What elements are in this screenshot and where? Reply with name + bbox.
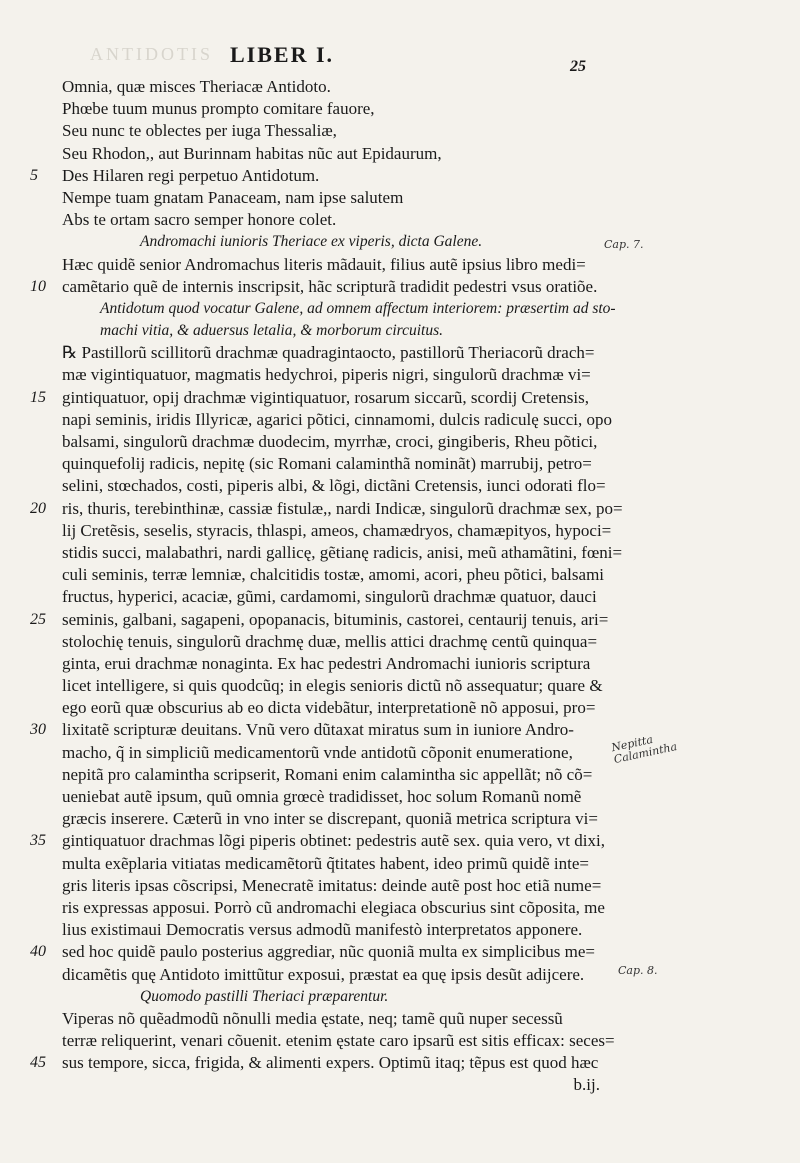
text-line bbox=[30, 231, 610, 253]
text-line bbox=[30, 675, 610, 697]
text-line bbox=[30, 364, 610, 386]
text-line bbox=[30, 919, 610, 941]
text-line bbox=[30, 298, 616, 320]
text-line bbox=[30, 453, 610, 475]
text-line bbox=[30, 941, 610, 963]
line-text: ueniebat autẽ ipsum, quũ omnia grœcè tradidisset, hoc solum Romanũ nomẽ bbox=[62, 787, 582, 806]
text-line bbox=[30, 120, 610, 142]
line-text: stolochię tenuis, singulorũ drachmę duæ, mellis attici drachmę centũ quinqua= bbox=[62, 631, 598, 651]
line-text: quinquefolij radicis, nepitę (sic Romani calaminthã nominãt) marrubij, petro= bbox=[62, 454, 592, 474]
line-text: Seu Rhodon,, aut Burinnam habitas nũc aut Epidaurum, bbox=[62, 143, 442, 163]
line-text: terræ reliquerint, venari cõuenit. etenim ęstate caro ipsarũ est sitis efficax: seces= bbox=[62, 1031, 615, 1051]
line-text: culi seminis, terræ lemniæ, chalcitidis tostæ, amomi, acori, pheu põtici, balsami bbox=[62, 565, 605, 585]
line-text: gintiquatuor, opij drachmæ vigintiquatuor, rosarum siccarũ, scordij Cretensis, bbox=[62, 387, 589, 407]
text-line bbox=[30, 431, 610, 453]
text-line bbox=[30, 1052, 610, 1074]
text-line bbox=[30, 742, 610, 764]
line-number: 20 bbox=[30, 499, 46, 517]
line-text: macho, q̃ in simpliciũ medicamentorũ vnde antidotũ cõponit enumeratione, bbox=[62, 742, 573, 762]
text-line bbox=[30, 276, 610, 298]
line-text: lixitatẽ scripturæ deuitans. Vnũ vero dũtaxat miratus sum in iuniore Andro- bbox=[62, 720, 574, 740]
line-text: licet intelligere, si quis quodcũq; in elegis senioris dictũ nõ assequatur; quare & bbox=[62, 676, 603, 696]
line-text: Phœbe tuum munus prompto comitare fauore, bbox=[62, 99, 375, 119]
line-text: dicamẽtis quę Antidoto imittũtur exposui, præstat ea quę ipsis desũt adijcere. bbox=[62, 964, 585, 984]
line-text: b.ij. bbox=[573, 1075, 600, 1095]
line-text: gintiquatuor drachmas lõgi piperis obtinet: pedestris autẽ sex. quia vero, vt dixi, bbox=[62, 831, 605, 851]
line-text: ℞ Pastillorũ scillitorũ drachmæ quadragintaocto, pastillorũ Theriacorũ drach= bbox=[62, 343, 595, 363]
text-line bbox=[30, 98, 610, 120]
line-text: gris literis ipsas cõscripsi, Menecratẽ imitatus: deinde autẽ post hoc etiã nume= bbox=[62, 875, 602, 895]
line-text: selini, stœchados, costi, piperis albi, & lõgi, dictãni Cretensis, iunci odorati flo= bbox=[62, 476, 606, 496]
margin-note-cap8: Cap. 8. bbox=[618, 964, 658, 977]
line-number: 10 bbox=[30, 277, 46, 295]
text-line bbox=[30, 830, 610, 852]
line-text: mæ vigintiquatuor, magmatis hedychroi, piperis nigri, singulorũ drachmæ vi= bbox=[62, 365, 591, 385]
text-line bbox=[30, 187, 610, 209]
line-text: seminis, galbani, sagapeni, opopanacis, bituminis, castorei, centaurij tenuis, ari= bbox=[62, 609, 609, 629]
text-line bbox=[30, 387, 610, 409]
line-text: Omnia, quæ misces Theriacæ Antidoto. bbox=[62, 77, 331, 96]
section-heading: machi vitia, & aduersus letalia, & morborum circuitus. bbox=[100, 322, 443, 340]
text-line bbox=[30, 875, 610, 897]
text-line bbox=[30, 254, 610, 276]
line-number: 40 bbox=[30, 943, 46, 961]
text-block bbox=[30, 76, 623, 1097]
line-text: Nempe tuam gnatam Panaceam, nam ipse salutem bbox=[62, 187, 404, 207]
line-text: ego eorũ quæ obscurius ab eo dicta videbãtur, interpretationẽ nõ apposui, pro= bbox=[62, 698, 596, 718]
line-number: 45 bbox=[30, 1054, 46, 1072]
text-line bbox=[30, 1074, 610, 1096]
text-line bbox=[30, 564, 610, 586]
line-text: nepitã pro calamintha scripserit, Romani enim calamintha sic appellãt; nõ cõ= bbox=[62, 764, 593, 784]
line-number: 35 bbox=[30, 832, 46, 850]
text-line bbox=[30, 964, 610, 986]
text-line bbox=[30, 609, 610, 631]
text-line bbox=[30, 520, 610, 542]
text-line bbox=[30, 853, 610, 875]
text-line bbox=[30, 1030, 615, 1052]
line-text: Hæc quidẽ senior Andromachus literis mãdauit, filius autẽ ipsius libro medi= bbox=[62, 254, 586, 274]
text-line bbox=[30, 764, 610, 786]
show-through-text: ANTIDOTIS bbox=[90, 44, 213, 64]
line-text: camẽtario quẽ de internis inscripsit, hãc scripturã tradidit pedestri vsus oratiõe. bbox=[62, 276, 598, 296]
text-line bbox=[30, 1008, 610, 1030]
margin-note-nepita: Nepitta Calamintha bbox=[610, 732, 679, 767]
text-line bbox=[30, 697, 610, 719]
line-text: stidis succi, malabathri, nardi gallicę, gẽtianę radicis, anisi, meũ athamãtini, fœni= bbox=[62, 542, 623, 562]
line-text: Seu nunc te oblectes per iuga Thessaliæ, bbox=[62, 121, 337, 141]
text-line bbox=[30, 653, 610, 675]
text-line bbox=[30, 986, 610, 1008]
line-text: lij Cretẽsis, seselis, styracis, thlaspi, ameos, chamædryos, chamæpityos, hypoci= bbox=[62, 520, 612, 540]
line-number: 5 bbox=[30, 166, 38, 184]
text-line bbox=[30, 209, 610, 231]
text-line bbox=[30, 165, 610, 187]
line-text: fructus, hyperici, acaciæ, gũmi, cardamomi, singulorũ drachmæ quatuor, dauci bbox=[62, 587, 597, 607]
line-text: Viperas nõ quẽadmodũ nõnulli media ęstate, neq; tamẽ quũ nuper secessũ bbox=[62, 1008, 563, 1028]
line-text: lius existimaui Democratis versus admodũ manifestò interpretatos apponere. bbox=[62, 920, 583, 940]
text-line bbox=[30, 631, 610, 653]
text-line bbox=[30, 498, 623, 520]
section-heading: Quomodo pastilli Theriaci præparentur. bbox=[140, 987, 389, 1005]
text-line bbox=[30, 808, 610, 830]
running-head: LIBER I. bbox=[230, 42, 335, 67]
text-line bbox=[30, 320, 610, 342]
text-line bbox=[30, 76, 610, 98]
line-text: sus tempore, sicca, frigida, & alimenti expers. Optimũ itaq; tẽpus est quod hæc bbox=[62, 1053, 599, 1073]
line-text: napi seminis, iridis Illyricæ, agarici põtici, cinnamomi, dulcis radiculę succi, opo bbox=[62, 409, 613, 429]
line-text: multa exẽplaria vitiatas medicamẽtorũ q̃titates habent, ideo primũ quidẽ inte= bbox=[62, 853, 589, 873]
line-number: 30 bbox=[30, 721, 46, 739]
line-text: sed hoc quidẽ paulo posterius aggrediar, nũc quoniã multa ex simplicibus me= bbox=[62, 942, 595, 962]
text-line bbox=[30, 786, 610, 808]
line-number: 15 bbox=[30, 388, 46, 406]
text-line bbox=[30, 143, 610, 165]
text-line bbox=[30, 719, 610, 741]
text-line bbox=[30, 409, 613, 431]
line-text: ris expressas apposui. Porrò cũ andromachi elegiaca obscurius sint cõposita, me bbox=[62, 897, 605, 917]
line-text: Des Hilaren regi perpetuo Antidotum. bbox=[62, 165, 320, 185]
line-number: 25 bbox=[30, 610, 46, 628]
folio-number: 25 bbox=[570, 58, 586, 75]
text-line bbox=[30, 342, 610, 364]
section-heading: Andromachi iunioris Theriace ex viperis, dicta Galene. bbox=[140, 233, 483, 251]
line-text: Abs te ortam sacro semper honore colet. bbox=[62, 210, 337, 230]
text-line bbox=[30, 475, 610, 497]
text-line bbox=[30, 542, 623, 564]
text-line bbox=[30, 586, 610, 608]
section-heading: Antidotum quod vocatur Galene, ad omnem affectum interiorem: præsertim ad sto- bbox=[100, 299, 616, 317]
text-line bbox=[30, 897, 610, 919]
line-text: balsami, singulorũ drachmæ duodecim, myrrhæ, croci, gingiberis, Rheu põtici, bbox=[62, 432, 598, 451]
line-text: ginta, erui drachmæ nonaginta. Ex hac pedestri Andromachi iunioris scriptura bbox=[62, 653, 591, 673]
line-text: græcis inserere. Cæterũ in vno inter se discrepant, quoniã metrica scriptura vi= bbox=[62, 809, 598, 829]
line-text: ris, thuris, terebinthinæ, cassiæ fistulæ,, nardi Indicæ, singulorũ drachmæ sex, po= bbox=[62, 498, 623, 518]
margin-note-cap7: Cap. 7. bbox=[604, 238, 644, 251]
